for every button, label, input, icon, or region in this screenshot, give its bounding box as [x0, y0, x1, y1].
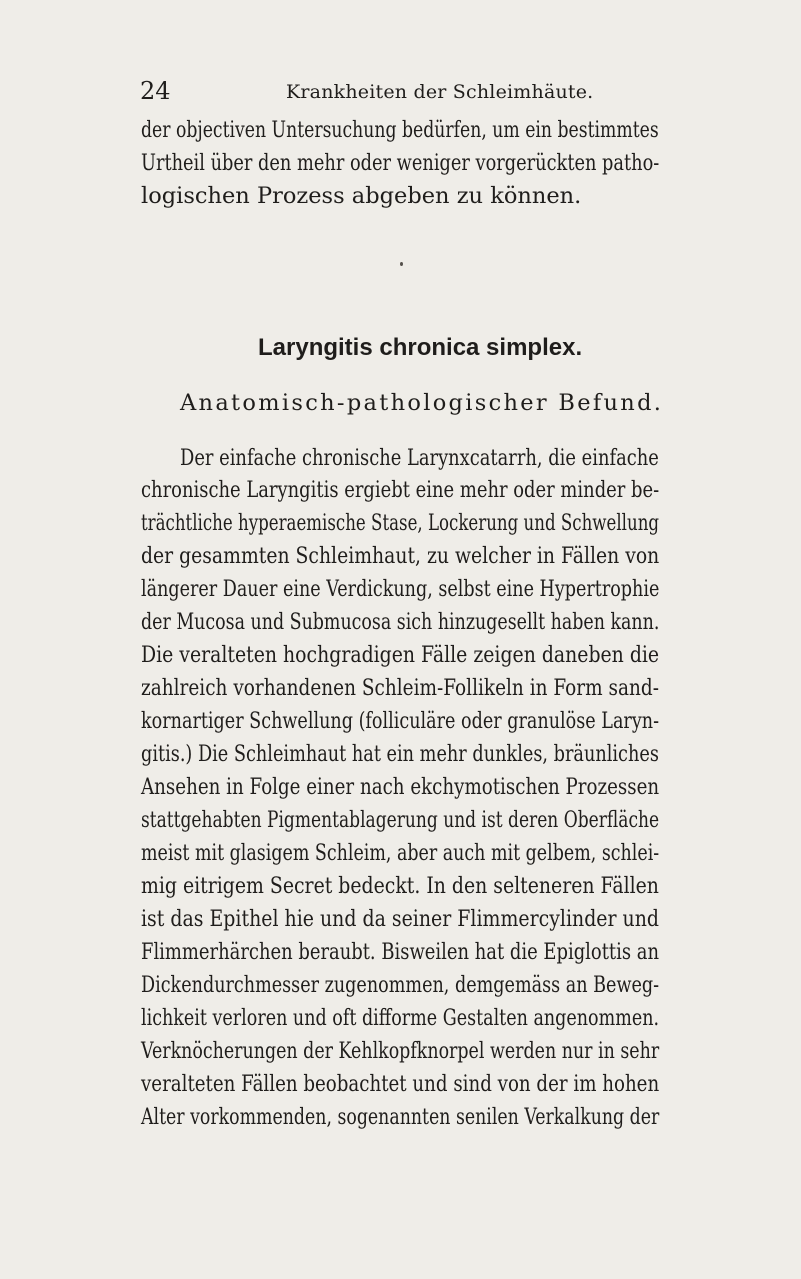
text-line: Flimmerhärchen beraubt. Bisweilen hat die Epiglottis an: [141, 939, 659, 965]
text-line: Alter vorkommenden, sogenannten senilen Verkalkung der: [141, 1104, 660, 1130]
text-line: lichkeit verloren und oft difforme Gestalten angenommen.: [141, 1005, 660, 1031]
text-line: Urtheil über den mehr oder weniger vorgerückten patho-: [141, 150, 660, 176]
text-line: Die veralteten hochgradigen Fälle zeigen daneben die: [141, 642, 660, 668]
text-line: längerer Dauer eine Verdickung, selbst eine Hypertrophie: [141, 576, 660, 602]
text-line: der objectiven Untersuchung bedürfen, um ein bestimmtes: [141, 117, 659, 143]
text-line: stattgehabten Pigmentablagerung und ist deren Oberfläche: [141, 807, 660, 833]
text-line: Dickendurchmesser zugenommen, demgemäss an Beweg-: [141, 972, 660, 998]
text-line: gitis.) Die Schleimhaut hat ein mehr dunkles, bräunliches: [141, 741, 659, 767]
running-head: Krankheiten der Schleimhäute.: [286, 81, 594, 103]
text-line: ist das Epithel hie und da seiner Flimmercylinder und: [141, 906, 660, 932]
print-speck: [400, 262, 403, 266]
text-line: meist mit glasigem Schleim, aber auch mit gelbem, schlei-: [141, 840, 660, 866]
text-line: veralteten Fällen beobachtet und sind von der im hohen: [141, 1071, 660, 1097]
text-line: chronische Laryngitis ergiebt eine mehr oder minder be-: [141, 477, 660, 503]
text-line: mig eitrigem Secret bedeckt. In den selteneren Fällen: [141, 873, 659, 899]
section-heading: Laryngitis chronica simplex.: [258, 334, 583, 361]
text-line: Verknöcherungen der Kehlkopfknorpel werden nur in sehr: [141, 1038, 660, 1064]
text-line: logischen Prozess abgeben zu können.: [141, 183, 582, 209]
text-line: Ansehen in Folge einer nach ekchymotischen Prozessen: [141, 774, 660, 800]
text-line: Der einfache chronische Larynxcatarrh, die einfache: [180, 445, 659, 471]
text-line: der gesammten Schleimhaut, zu welcher in Fällen von: [141, 543, 660, 569]
page-number: 24: [140, 77, 171, 105]
text-line: kornartiger Schwellung (folliculäre oder granulöse Laryn-: [141, 708, 660, 734]
text-line: der Mucosa und Submucosa sich hinzugesellt haben kann.: [141, 609, 660, 635]
text-line: trächtliche hyperaemische Stase, Lockerung und Schwellung: [141, 510, 660, 536]
page-header: [140, 76, 660, 106]
text-line: zahlreich vorhandenen Schleim-Follikeln in Form sand-: [141, 675, 659, 701]
section-subheading: Anatomisch-pathologischer Befund.: [180, 390, 664, 416]
